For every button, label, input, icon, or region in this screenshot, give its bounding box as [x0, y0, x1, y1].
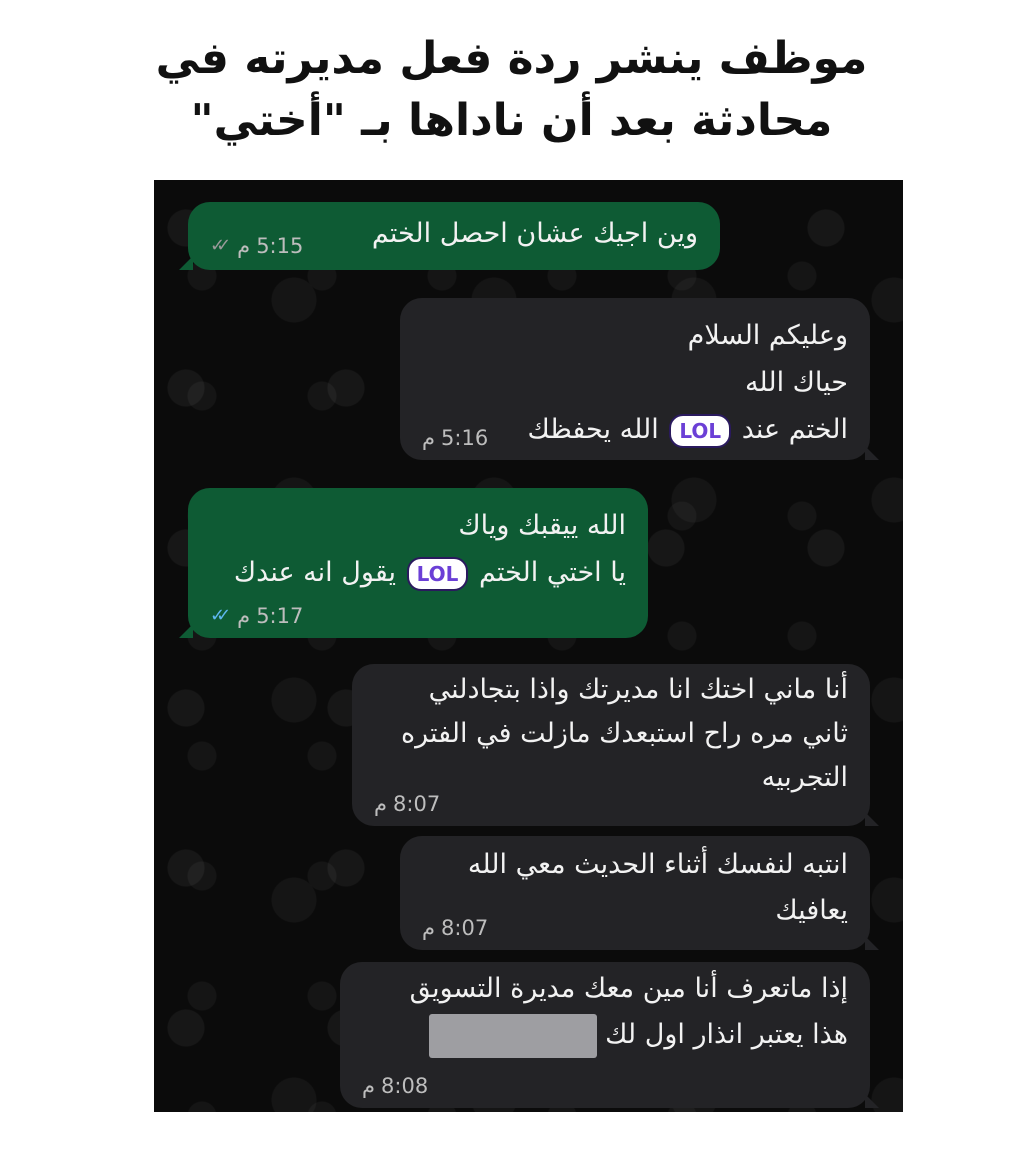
message-text-with-sticker [210, 549, 626, 596]
message-meta [210, 232, 303, 260]
message-time: 8:07 [441, 916, 489, 940]
redaction-block [429, 1014, 597, 1058]
message-text: الله ييقبك وياك [458, 510, 626, 541]
message-meta [422, 424, 488, 452]
message-ampm: م [237, 604, 251, 628]
message-time: 8:08 [381, 1074, 429, 1098]
double-check-icon: ✓✓ [210, 605, 223, 626]
message-text: هذا يعتبر انذار اول لك [605, 1019, 848, 1050]
message-text-before-sticker: يا اختي الختم [478, 557, 626, 588]
message-ampm: م [422, 916, 436, 940]
message-text: وين اجيك عشان احصل الختم [371, 218, 698, 249]
message-time: 5:16 [441, 426, 489, 450]
message-text-after-sticker: الله يحفظك [527, 414, 659, 445]
outgoing-message[interactable] [188, 202, 720, 270]
lol-sticker-icon: LOL [669, 414, 731, 448]
message-ampm: م [422, 426, 436, 450]
outgoing-message[interactable] [188, 488, 648, 638]
incoming-message[interactable] [340, 962, 870, 1108]
message-time: 5:17 [256, 604, 304, 628]
message-text: حياك الله [744, 367, 848, 398]
chat-screenshot [154, 180, 903, 1112]
incoming-message[interactable] [400, 836, 870, 950]
message-time: 8:07 [393, 792, 441, 816]
headline [0, 28, 1023, 152]
message-text: انتبه لنفسك أثناء الحديث معي الله [467, 849, 848, 880]
double-check-icon: ✓✓ [210, 235, 223, 256]
message-ampm: م [237, 234, 251, 258]
message-text-after-sticker: يقول انه عندك [233, 557, 396, 588]
message-text-with-censor [362, 1012, 848, 1058]
message-meta [210, 602, 303, 630]
lol-sticker-icon: LOL [407, 557, 469, 591]
message-text: ثاني مره راح استبعدك مازلت في الفتره [400, 718, 848, 749]
message-meta [422, 914, 488, 942]
headline-line-2: محادثة بعد أن ناداها بـ "أختي" [190, 95, 833, 146]
headline-line-1: موظف ينشر ردة فعل مديرته في [155, 33, 868, 84]
message-text: وعليكم السلام [687, 320, 848, 351]
message-time: 5:15 [256, 234, 304, 258]
message-text: أنا ماني اختك انا مديرتك واذا بتجادلني [428, 674, 848, 705]
message-ampm: م [374, 792, 388, 816]
message-text: يعافيك [775, 895, 848, 926]
message-meta [362, 1072, 428, 1100]
message-text-before-sticker: الختم عند [741, 414, 848, 445]
message-ampm: م [362, 1074, 376, 1098]
incoming-message[interactable] [400, 298, 870, 460]
incoming-message[interactable] [352, 664, 870, 826]
message-meta [374, 790, 440, 818]
message-text: التجربيه [761, 762, 848, 793]
message-text: إذا ماتعرف أنا مين معك مديرة التسويق [409, 973, 848, 1004]
